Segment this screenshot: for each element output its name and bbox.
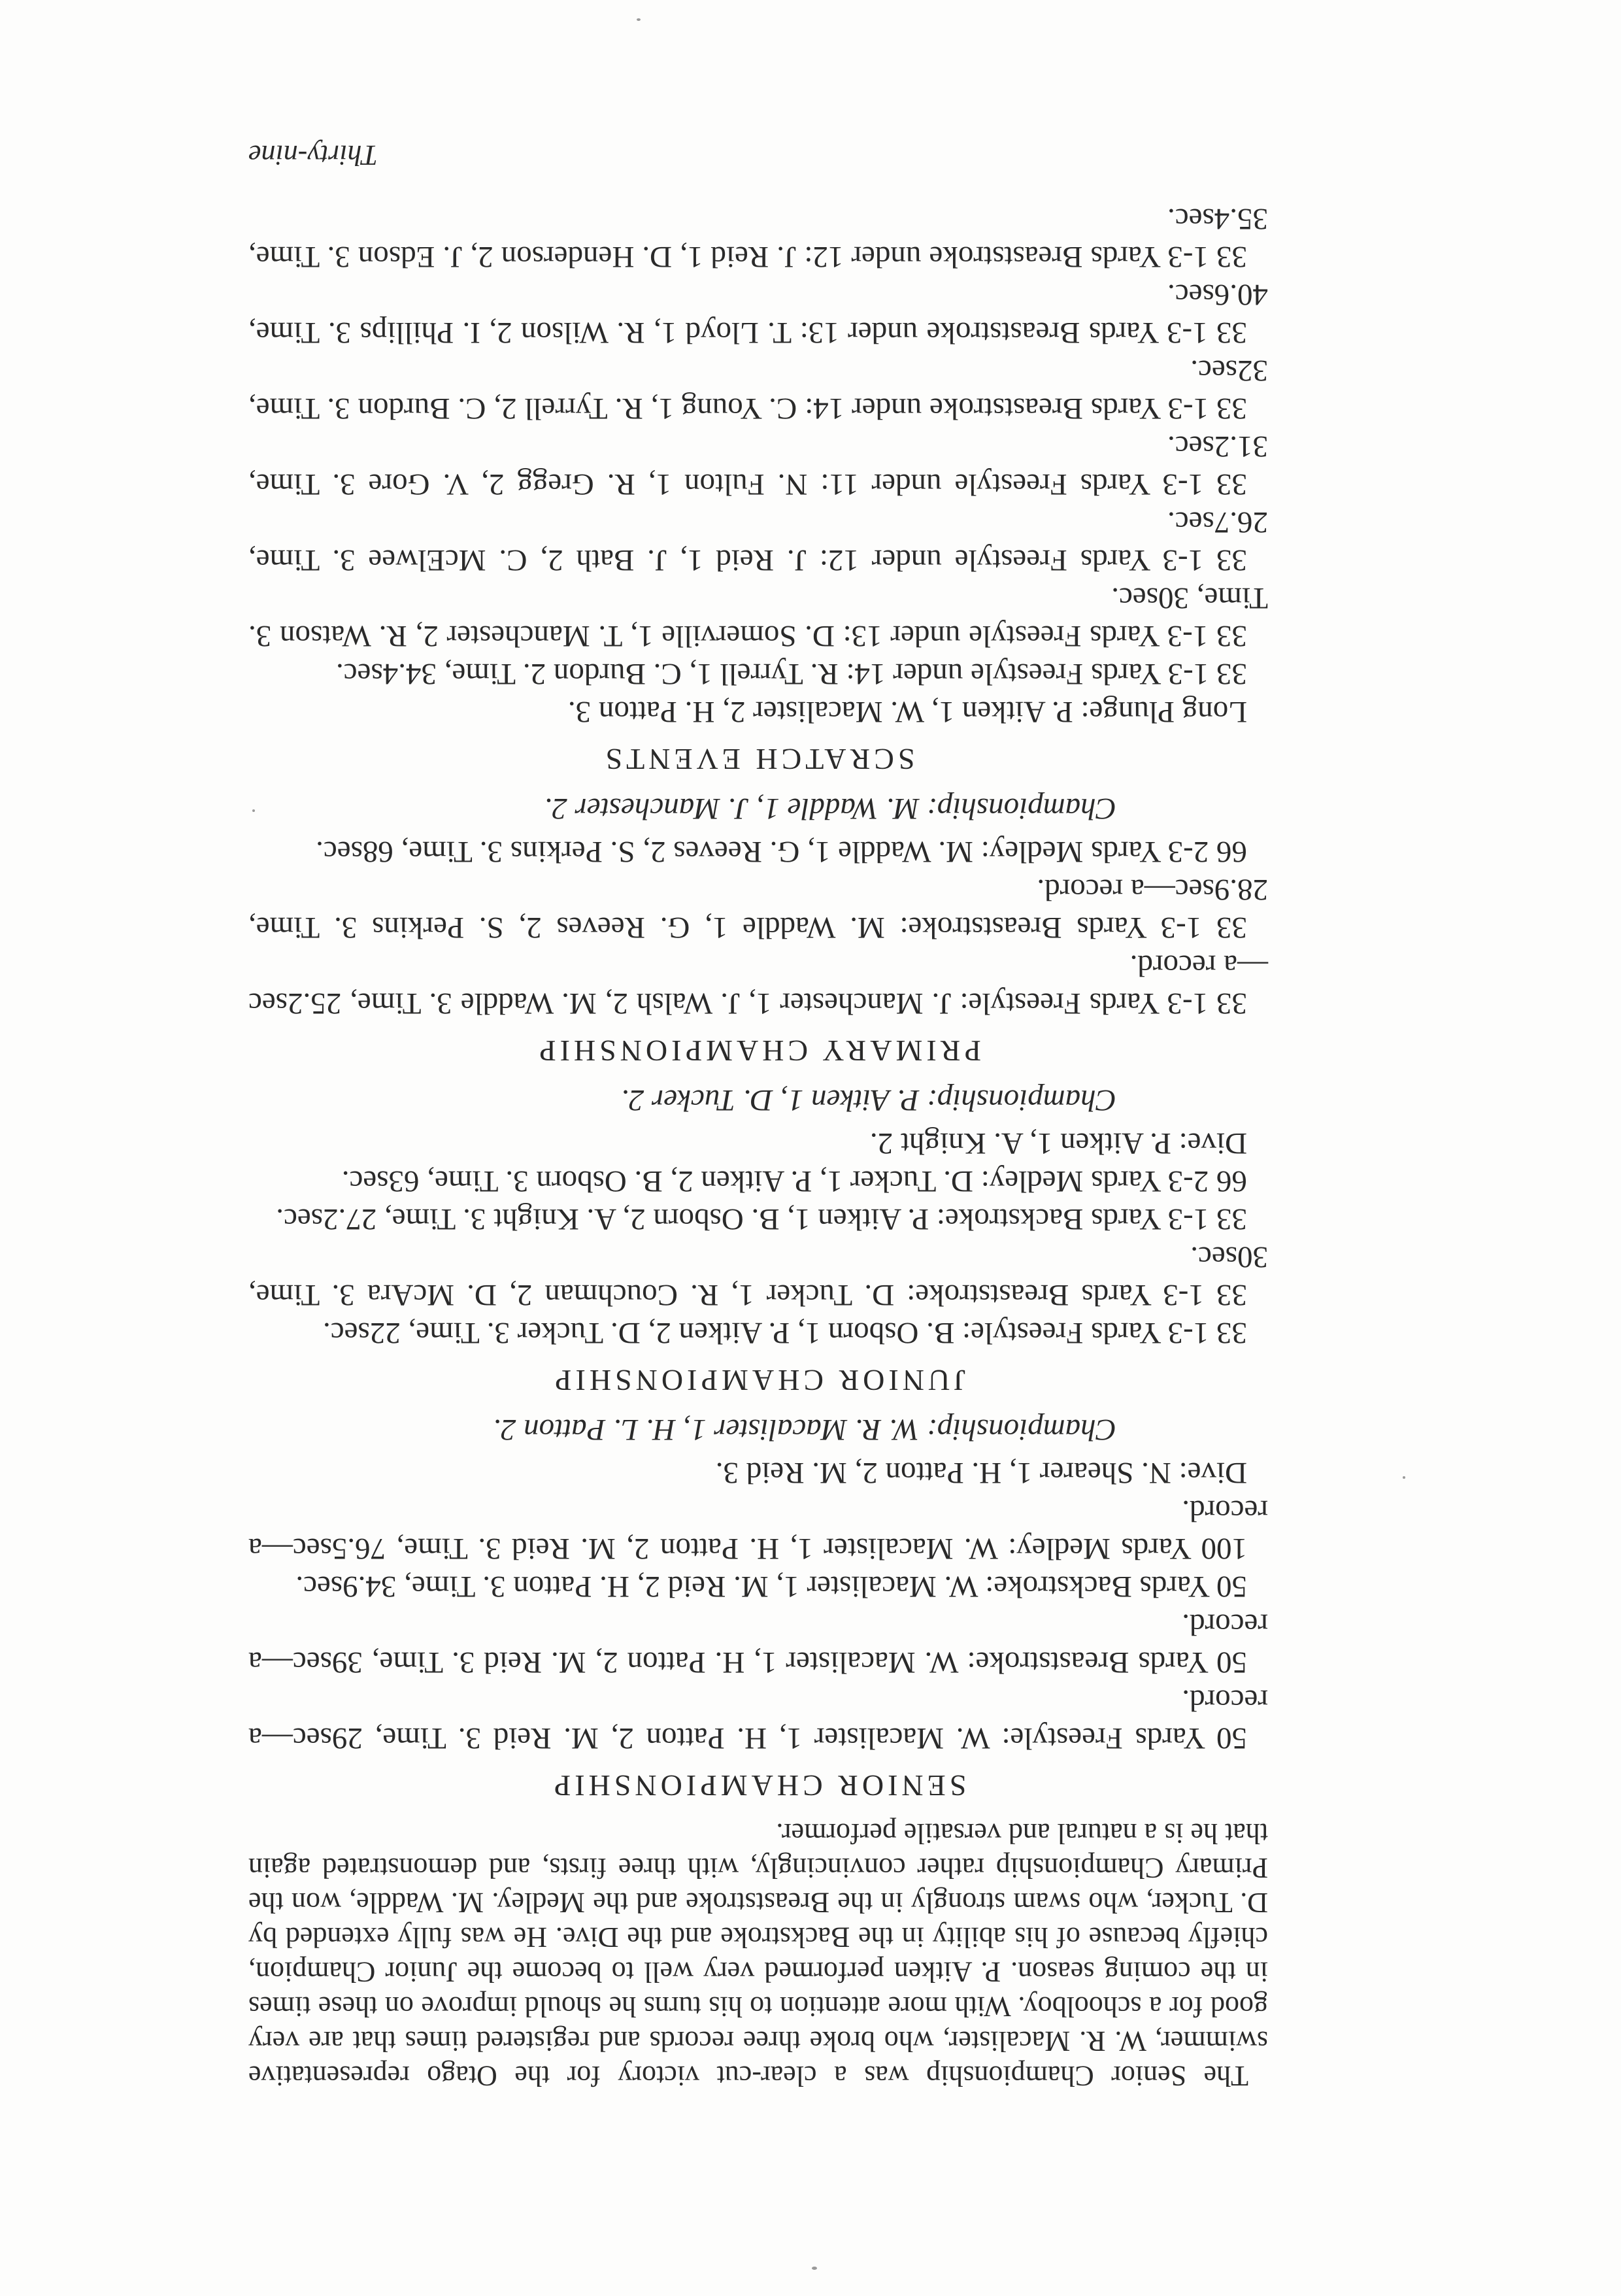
scratch-entry: 33 1-3 Yards Freestyle under 12: J. Reid 1, J. Bath 2, C. McElwee 3. Time, 26.7sec. [248,505,1268,577]
scan-speck [637,18,641,21]
page-text-column [248,136,1268,2185]
primary-entry: 33 1-3 Yards Breaststroke: M. Waddle 1, G. Reeves 2, S. Perkins 3. Time, 28.9sec—a record. [248,873,1268,945]
senior-entry: 50 Yards Freestyle: W. Macalister 1, H. Patton 2, M. Reid 3. Time, 29sec—a record. [248,1683,1268,1755]
scratch-entry: 33 1-3 Yards Freestyle under 13: D. Somerville 1, T. Manchester 2, R. Watson 3. Time, 30sec. [248,581,1268,653]
senior-championship-text: Championship: W. R. Macalister 1, H. L. Patton 2. [493,1413,1116,1447]
scratch-entry: 33 1-3 Yards Freestyle under 14: R. Tyrrell 1, C. Burdon 2. Time, 34.4sec. [335,657,1247,691]
senior-entry: 100 Yards Medley: W. Macalister 1, H. Patton 2, M. Reid 3. Time, 76.5sec—a record. [248,1494,1268,1566]
primary-entry: 33 1-3 Yards Freestyle: J. Manchester 1, J. Walsh 2, M. Waddle 3. Time, 25.2sec—a record. [248,949,1268,1021]
primary-championship-text: Championship: M. Waddle 1, J. Manchester 2. [544,792,1116,826]
scratch-entry: 33 1-3 Yards Breaststroke under 12: J. Reid 1, D. Henderson 2, J. Edson 3. Time, 35.4sec. [248,202,1268,274]
page-number: Thirty-nine [248,139,378,171]
scratch-entry: 33 1-3 Yards Breaststroke under 14: C. Young 1, R. Tyrrell 2, C. Burdon 3. Time, 32sec. [248,354,1268,426]
junior-championship-result [248,1081,1268,1119]
scratch-events-heading: SCRATCH EVENTS [601,743,915,776]
junior-entry: 33 1-3 Yards Backstroke: P. Aitken 1, B. Osborn 2, A. Knight 3. Time, 27.2sec. [276,1202,1247,1236]
junior-championship-text: Championship: P. Aitken 1, D. Tucker 2. [620,1083,1116,1117]
primary-championship-result [248,790,1268,828]
senior-entry: 50 Yards Breaststroke: W. Macalister 1, H. Patton 2, M. Reid 3. Time, 39sec—a record. [248,1608,1268,1680]
junior-entry: Dive: P. Aitken 1, A. Knight 2. [869,1126,1247,1160]
senior-championship-result [248,1411,1268,1449]
page-number-gap [248,174,1268,200]
junior-entry: 33 1-3 Yards Breaststroke: D. Tucker 1, R. Couchman 2, D. McAra 3. Time, 30sec. [248,1240,1268,1312]
junior-entry: 66 2-3 Yards Medley: D. Tucker 1, P. Aitken 2, B. Osborn 3. Time, 63sec. [341,1164,1247,1198]
primary-championship-heading: PRIMARY CHAMPIONSHIP [535,1034,981,1068]
top-margin [248,2093,1268,2185]
intro-paragraph: The Senior Championship was a clear-cut victory for the Otago representative swimmer, W. R. Macalister, who broke three records and registered times that are very good for a schoolboy. With more attention to his turns he should improve on these times in the coming season. P. Aitken performed very well to become the Junior Champion, chiefly because of his ability in the Backstroke and the Dive. He was fully extended by D. Tucker, who swam strongly in the Breaststroke and the Medley. M. Waddle, won the Primary Championship rather convincingly, with three firsts, and demonstrated again that he is a natural and versatile performer. [248,1817,1268,2092]
senior-entry: Dive: N. Shearer 1, H. Patton 2, M. Reid 3. [715,1456,1247,1490]
senior-entry: 50 Yards Backstroke: W. Macalister 1, M. Reid 2, H. Patton 3. Time, 34.9sec. [295,1570,1247,1604]
scratch-entry: 33 1-3 Yards Freestyle under 11: N. Fulton 1, R. Gregg 2, V. Gore 3. Time, 31.2sec. [248,430,1268,501]
junior-entry: 33 1-3 Yards Freestyle: B. Osborn 1, P. Aitken 2, D. Tucker 3. Time, 22sec. [323,1316,1247,1350]
scan-speck [812,2267,817,2270]
scratch-entry: 33 1-3 Yards Breaststroke under 13: T. Lloyd 1, R. Wilson 2, I. Phillips 3. Time, 40.6sec. [248,278,1268,350]
junior-championship-heading: JUNIOR CHAMPIONSHIP [550,1364,966,1397]
scan-speck [1403,1476,1405,1479]
scan-speck [252,809,255,812]
primary-entry: 66 2-3 Yards Medley: M. Waddle 1, G. Reeves 2, S. Perkins 3. Time, 68sec. [316,835,1247,869]
scratch-entry: Long Plunge: P. Aitken 1, W. Macalister 2, H. Patton 3. [567,695,1247,729]
senior-championship-heading: SENIOR CHAMPIONSHIP [550,1769,967,1802]
